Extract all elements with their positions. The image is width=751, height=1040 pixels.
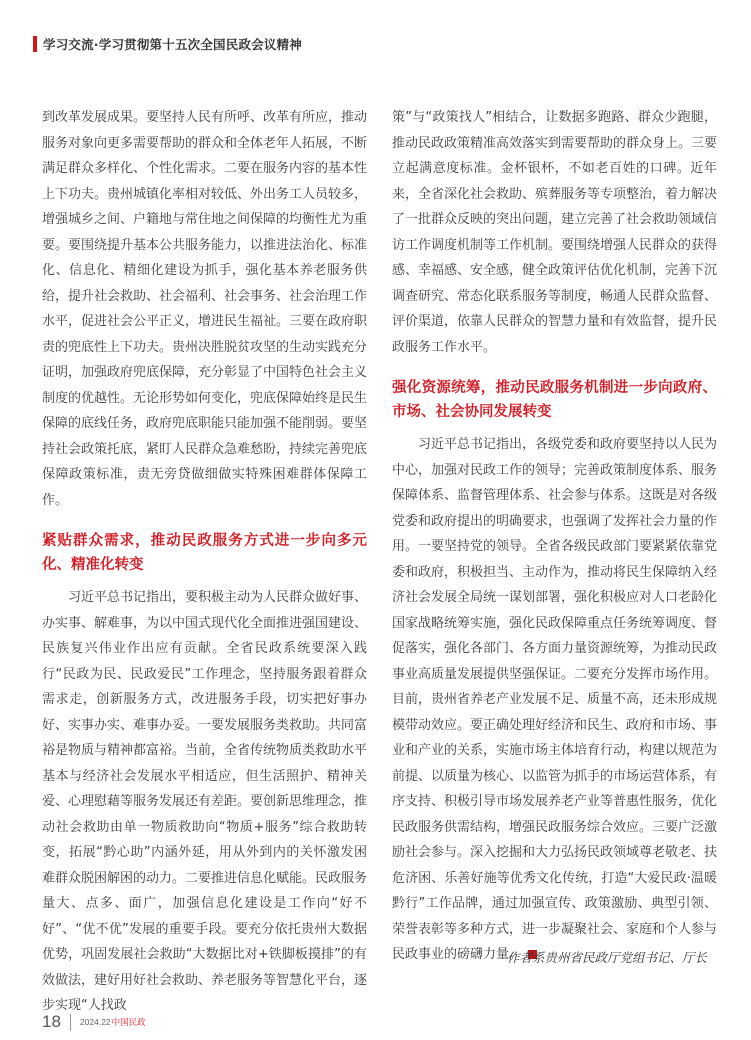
section-heading-left: 紧贴群众需求，推动民政服务方式进一步向多元化、精准化转变 [42, 533, 367, 573]
left-paragraph-2: 习近平总书记指出，要积极主动为人民群众做好事、办实事、解难事，为以中国式现代化全面推进强国建设、民族复兴伟业作出应有贡献。全省民政系统要深入践行“民政为民、民政爱民”工作理念，坚持服务跟着群众需求走，创新服务方式，改进服务手段，切实把好事办好、实事办实、难事办妥。一要发展服务类救助。共同富裕是物质与精神都富裕。当前，全省传统物质类救助水平基本与经济社会发展水平相适应，但生活照护、精神关爱、心理慰藉等服务发展还有差距。要创新思维理念，推动社会救助由单一物质救助向“物质+服务”综合救助转变，拓展“黔心助”内涵外延，用从外到内的关怀激发困难群众脱困解困的动力。二要推进信息化赋能。民政服务量大、点多、面广，加强信息化建设是工作向“好不好”、“优不优”发展的重要手段。要充分依托贵州大数据优势，巩固发展社会救助“大数据比对+铁脚板摸排”的有效做法，建好用好社会救助、养老服务等智慧化平台，逐步实现“人找政 [42, 590, 368, 1013]
footer-divider [70, 1014, 71, 1031]
right-paragraph-1: 策”与“政策找人”相结合，让数据多跑路、群众少跑腿，推动民政政策精准高效落实到需要帮助的群众身上。三要立起满意度标准。金杯银杯，不如老百姓的口碑。近年来，全省深化社会救助、殡葬服务等专项整治，着力解决了一批群众反映的突出问题，建立完善了社会救助领域信访工作调度机制等工作机制。要围绕增强人民群众的获得感、幸福感、安全感，健全政策评估优化机制，完善下沉调查研究、常态化联系服务等制度，畅通人民群众监督、评价渠道，依靠人民群众的智慧力量和有效监督，提升民政服务工作水平。 [392, 110, 718, 355]
magazine-name: 中国民政 [111, 1018, 146, 1028]
right-paragraph-2 [392, 432, 717, 968]
issue-label: 2024.22 [79, 1017, 111, 1027]
header-accent-bar [33, 36, 37, 52]
left-column [42, 105, 367, 1019]
section-heading-right: 强化资源统筹，推动民政服务机制进一步向政府、市场、社会协同发展转变 [392, 380, 717, 420]
page-number: 18 [42, 1012, 61, 1031]
right-column [392, 105, 717, 968]
left-paragraph-1: 到改革发展成果。要坚持人民有所呼、改革有所应，推动服务对象向更多需要帮助的群众和全体老年人拓展，不断满足群众多样化、个性化需求。二要在服务内容的基本性上下功夫。贵州城镇化率相对较低、外出务工人员较多，增强城乡之间、户籍地与常住地之间保障的均衡性尤为重要。要围绕提升基本公共服务能力，以推进法治化、标准化、信息化、精细化建设为抓手，强化基本养老服务供给，提升社会救助、社会福利、社会事务、社会治理工作水平，促进社会公平正义，增进民生福祉。三要在政府职责的兜底性上下功夫。贵州决胜脱贫攻坚的生动实践充分证明，加强政府兜底保障，充分彰显了中国特色社会主义制度的优越性。无论形势如何变化，兜底保障始终是民生保障的底线任务，政府兜底职能只能加强不能削弱。要坚持社会政策托底，紧盯人民群众急难愁盼，持续完善兜底保障政策标准，责无旁贷做细做实特殊困难群体保障工作。 [42, 110, 368, 508]
right-paragraph-2-text: 习近平总书记指出，各级党委和政府要坚持以人民为中心，加强对民政工作的领导；完善政策制度体系、服务保障体系、监督管理体系、社会参与体系。这既是对各级党委和政府提出的明确要求，也强调了发挥社会力量的作用。一要坚持党的领导。全省各级民政部门要紧紧依靠党委和政府，积极担当、主动作为，推动将民生保障纳入经济社会发展全局统一谋划部署，强化积极应对人口老龄化国家战略统筹实施，强化民政保障重点任务统筹调度、督促落实，强化各部门、各方面力量资源统筹，为推动民政事业高质量发展提供坚强保证。二要充分发挥市场作用。目前，贵州省养老产业发展不足、质量不高，还未形成规模带动效应。要正确处理好经济和民生、政府和市场、事业和产业的关系，实施市场主体培育行动，构建以规范为前提、以质量为核心、以监管为抓手的市场运营体系，有序支持、积极引导市场发展养老产业等普惠性服务，优化民政服务供需结构，增强民政服务综合效应。三要广泛激励社会参与。深入挖掘和大力弘扬民政领域尊老敬老、扶危济困、乐善好施等优秀文化传统，打造“大爱民政·温暖黔行”工作品牌，通过加强宣传、政策激励、典型引领、荣誉表彰等多种方式，进一步凝聚社会、家庭和个人参与民政事业的磅礴力量。 [392, 437, 718, 962]
page-footer [42, 1012, 146, 1032]
header-title: 学习交流·学习贯彻第十五次全国民政会议精神 [43, 37, 302, 52]
author-byline: 作者系贵州省民政厅党组书记、厅长 [506, 950, 707, 965]
running-header [33, 34, 302, 54]
